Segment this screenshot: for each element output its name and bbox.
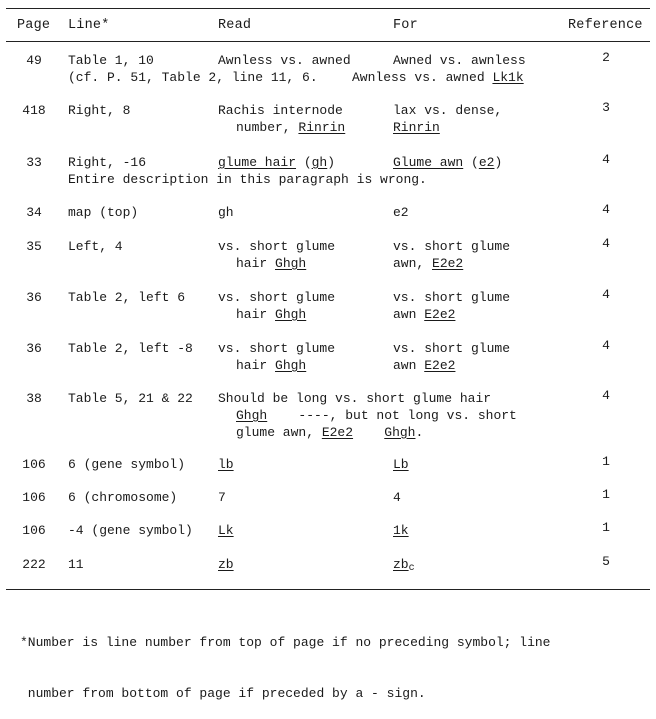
for-cell: vs. short glume bbox=[393, 290, 511, 305]
read-text: glume hair bbox=[218, 155, 297, 170]
header-for: For bbox=[393, 18, 418, 33]
reference-cell: 5 bbox=[602, 554, 610, 569]
for-cell-continued bbox=[352, 69, 524, 86]
header-rule bbox=[6, 41, 650, 42]
read-cell: vs. short glume bbox=[218, 341, 336, 356]
read-cell: gh bbox=[218, 205, 234, 220]
read-text: hair bbox=[236, 307, 276, 322]
for-cell: 4 bbox=[393, 490, 401, 505]
header-page: Page bbox=[17, 18, 51, 33]
read-cell-continued bbox=[236, 357, 306, 374]
spacer bbox=[353, 425, 384, 440]
footnote-line: *Number is line number from top of page if no preceding symbol; line bbox=[20, 635, 551, 650]
reference-cell: 4 bbox=[602, 202, 610, 217]
page-cell: 36 bbox=[26, 290, 42, 305]
gene-symbol: Rinrin bbox=[393, 120, 440, 135]
gene-symbol: zb bbox=[218, 557, 234, 572]
header-line: Line* bbox=[68, 18, 110, 33]
page-cell: 418 bbox=[22, 103, 46, 118]
gene-symbol: Ghgh bbox=[275, 358, 307, 373]
gene-symbol: Ghgh bbox=[275, 307, 307, 322]
line-cell: 11 bbox=[68, 557, 84, 572]
bottom-rule bbox=[6, 589, 650, 590]
footnote bbox=[20, 600, 551, 719]
page-cell: 34 bbox=[26, 205, 42, 220]
read-cell-continued bbox=[236, 424, 423, 441]
reference-cell: 1 bbox=[602, 520, 610, 535]
reference-cell: 4 bbox=[602, 236, 610, 251]
read-cell-continued bbox=[236, 255, 306, 272]
reference-cell: 1 bbox=[602, 487, 610, 502]
page-cell: 106 bbox=[22, 457, 46, 472]
read-cell: vs. short glume bbox=[218, 239, 336, 254]
page-cell: 106 bbox=[22, 523, 46, 538]
line-cell: -4 (gene symbol) bbox=[68, 523, 193, 538]
for-text: awn bbox=[393, 307, 425, 322]
page-cell: 36 bbox=[26, 341, 42, 356]
page-cell: 35 bbox=[26, 239, 42, 254]
for-cell-continued bbox=[393, 357, 455, 374]
line-cell: Table 2, left 6 bbox=[68, 290, 186, 305]
line-cell: Table 2, left -8 bbox=[68, 341, 193, 356]
subscript: c bbox=[408, 563, 415, 574]
read-cell: 7 bbox=[218, 490, 226, 505]
page-cell: 49 bbox=[26, 53, 42, 68]
for-cell: lax vs. dense, bbox=[393, 103, 503, 118]
reference-cell: 4 bbox=[602, 338, 610, 353]
gene-symbol: Ghgh bbox=[275, 256, 307, 271]
top-rule bbox=[6, 8, 650, 9]
gene-symbol: lb bbox=[218, 457, 234, 472]
paren: ) bbox=[327, 155, 336, 170]
gene-symbol: Lb bbox=[393, 457, 409, 472]
gene-symbol: Ghgh bbox=[384, 425, 416, 440]
reference-cell: 4 bbox=[602, 287, 610, 302]
gene-symbol: E2e2 bbox=[424, 307, 456, 322]
gene-symbol: gh bbox=[311, 155, 328, 170]
read-cell: Should be long vs. short glume hair bbox=[218, 391, 492, 406]
for-cell: vs. short glume bbox=[393, 239, 511, 254]
line-cell: 6 (chromosome) bbox=[68, 490, 178, 505]
for-text: awn bbox=[393, 358, 425, 373]
header-reference: Reference bbox=[568, 18, 643, 33]
for-cell-continued bbox=[393, 306, 455, 323]
page-cell: 106 bbox=[22, 490, 46, 505]
line-cell: Table 5, 21 & 22 bbox=[68, 391, 193, 406]
gene-symbol: Rinrin bbox=[298, 120, 346, 135]
for-cell bbox=[393, 154, 502, 171]
page-cell: 222 bbox=[22, 557, 46, 572]
gene-symbol: E2e2 bbox=[424, 358, 456, 373]
reference-cell: 1 bbox=[602, 454, 610, 469]
period: . bbox=[415, 425, 424, 440]
read-cell: vs. short glume bbox=[218, 290, 336, 305]
paren: ( bbox=[463, 155, 479, 170]
read-text: glume awn, bbox=[236, 425, 322, 440]
for-cell bbox=[393, 556, 415, 575]
read-cell bbox=[218, 154, 335, 171]
reference-cell: 2 bbox=[602, 50, 610, 65]
read-cell-continued bbox=[236, 119, 345, 136]
read-text: hair bbox=[236, 256, 276, 271]
read-text: number, bbox=[236, 120, 299, 135]
gene-symbol: Lk bbox=[218, 523, 234, 538]
for-cell: e2 bbox=[393, 205, 409, 220]
read-cell: Awnless vs. awned bbox=[218, 53, 351, 68]
read-cell-continued bbox=[236, 407, 517, 424]
row-note: Entire description in this paragraph is wrong. bbox=[68, 172, 427, 187]
for-text: Glume awn bbox=[393, 155, 464, 170]
gene-symbol: Lk1k bbox=[492, 70, 524, 85]
page-cell: 33 bbox=[26, 155, 42, 170]
gene-symbol: E2e2 bbox=[321, 425, 354, 440]
page-cell: 38 bbox=[26, 391, 42, 406]
header-read: Read bbox=[218, 18, 252, 33]
for-cell: vs. short glume bbox=[393, 341, 511, 356]
paren: ) bbox=[494, 155, 503, 170]
for-text: Awnless vs. awned bbox=[352, 70, 493, 85]
for-text: awn, bbox=[393, 256, 433, 271]
read-text: ----, but not long vs. short bbox=[267, 408, 517, 423]
line-cell: Left, 4 bbox=[68, 239, 123, 254]
for-cell-continued bbox=[393, 255, 463, 272]
line-note: (cf. P. 51, Table 2, line 11, 6. bbox=[68, 70, 318, 85]
read-text: hair bbox=[236, 358, 276, 373]
footnote-line: number from bottom of page if preceded by a - sign. bbox=[20, 686, 426, 701]
line-cell: Table 1, 10 bbox=[68, 53, 154, 68]
reference-cell: 4 bbox=[602, 388, 610, 403]
gene-symbol: Ghgh bbox=[236, 408, 268, 423]
line-cell: Right, 8 bbox=[68, 103, 131, 118]
read-cell: Rachis internode bbox=[218, 103, 343, 118]
line-cell: Right, -16 bbox=[68, 155, 147, 170]
reference-cell: 3 bbox=[602, 100, 610, 115]
read-cell-continued bbox=[236, 306, 306, 323]
for-cell: Awned vs. awnless bbox=[393, 53, 526, 68]
gene-symbol: zb bbox=[393, 557, 409, 572]
line-cell: map (top) bbox=[68, 205, 139, 220]
paren: ( bbox=[296, 155, 312, 170]
line-cell: 6 (gene symbol) bbox=[68, 457, 186, 472]
reference-cell: 4 bbox=[602, 152, 610, 167]
gene-symbol: 1k bbox=[393, 523, 409, 538]
gene-symbol: e2 bbox=[478, 155, 495, 170]
gene-symbol: E2e2 bbox=[432, 256, 464, 271]
